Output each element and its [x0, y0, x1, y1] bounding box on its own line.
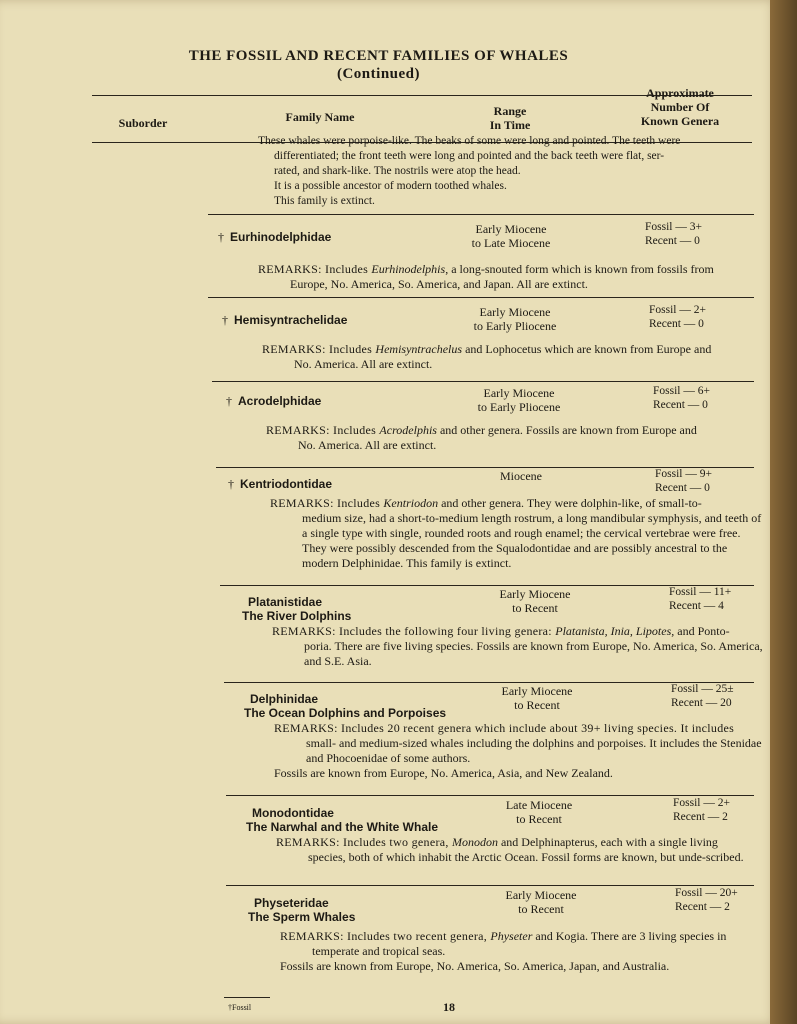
remarks-paragraph: [262, 342, 758, 372]
genera-count-cell: [673, 796, 763, 824]
header-genera-line-2: Number Of: [650, 100, 710, 114]
family-name: Physeteridae: [254, 896, 329, 910]
header-suborder: Suborder: [118, 116, 168, 130]
family-common-name: The Narwhal and the White Whale: [246, 820, 439, 834]
recent-count: Recent — 2: [673, 811, 728, 823]
remarks-continuation: species, both of which inhabit the Arctic Ocean. Fossil forms are known, but unde-scribed.: [308, 850, 744, 864]
range-cell: [446, 469, 596, 483]
remarks-rest: , a long-snouted form which is known from fossils from: [445, 262, 714, 276]
remarks-paragraph: [276, 835, 776, 865]
recent-count: Recent — 4: [669, 600, 724, 612]
recent-count: Recent — 0: [655, 482, 710, 494]
family-name-cell: [228, 477, 458, 491]
remarks-lead: REMARKS: Includes 20 recent genera which include about 39+ living species. It includes: [274, 721, 735, 735]
family-common-name: The Sperm Whales: [248, 910, 356, 924]
intro-line: rated, and shark-like. The nostrils were atop the head.: [274, 165, 521, 177]
family-name-cell: [242, 595, 472, 623]
remarks-paragraph: [272, 624, 766, 669]
range-line-2: to Recent: [514, 698, 560, 712]
range-line-2: to Early Pliocene: [473, 319, 557, 333]
fossil-dagger-icon: †: [228, 477, 234, 491]
fossil-count: Fossil — 6+: [653, 385, 710, 397]
remarks-tail: Fossils are known from Europe, No. America, Asia, and New Zealand.: [274, 766, 613, 780]
remarks-lead: REMARKS: Includes: [258, 262, 372, 276]
remarks-lead: REMARKS: Includes the following four living genera:: [272, 624, 556, 638]
intro-line: It is a possible ancestor of modern toothed whales.: [274, 180, 507, 192]
remarks-genus: Kentriodon: [383, 496, 439, 510]
family-name-cell: [246, 806, 476, 834]
remarks-continuation: temperate and tropical seas.: [312, 944, 446, 958]
range-cell: [440, 305, 590, 333]
footnote: †Fossil: [228, 1003, 252, 1012]
family-name-cell: [244, 692, 474, 720]
page-title: [0, 48, 797, 83]
family-name-cell: [248, 896, 478, 924]
remarks-rest: and other genera. Fossils are known from Europe and: [436, 423, 697, 437]
range-line-2: to Early Pliocene: [477, 400, 561, 414]
family-common-name: The River Dolphins: [242, 609, 352, 623]
genera-count-cell: [655, 467, 745, 495]
remarks-continuation: poria. There are five living species. Fossils are known from Europe, No. America, So. America, and S.E. Asia.: [304, 639, 763, 668]
range-cell: [444, 386, 594, 414]
remarks-tail: Fossils are known from Europe, No. America, So. America, Japan, and Australia.: [280, 959, 670, 973]
fossil-count: Fossil — 9+: [655, 468, 712, 480]
header-genera: [625, 86, 735, 128]
remarks-genus: Hemisyntrachelus: [375, 342, 463, 356]
remarks-paragraph: [266, 423, 758, 453]
fossil-count: Fossil — 2+: [649, 304, 706, 316]
range-line-1: Early Miocene: [505, 888, 577, 902]
genera-count-cell: [669, 585, 759, 613]
range-cell: [466, 888, 616, 916]
fossil-count: Fossil — 25±: [671, 683, 734, 695]
fossil-dagger-icon: †: [226, 394, 232, 408]
header-range: [470, 104, 550, 132]
remarks-lead: REMARKS: Includes: [270, 496, 384, 510]
remarks-continuation: small- and medium-sized whales including the dolphins and porpoises. It includes the Stenidae and Phocoenidae of some authors.: [306, 736, 762, 765]
title-line-1: THE FOSSIL AND RECENT FAMILIES OF WHALES: [188, 48, 569, 64]
range-line-2: to Recent: [512, 601, 558, 615]
range-line-1: Early Miocene: [475, 222, 547, 236]
fossil-count: Fossil — 2+: [673, 797, 730, 809]
family-name: Monodontidae: [252, 806, 334, 820]
recent-count: Recent — 2: [675, 901, 730, 913]
remarks-genus: Acrodelphis: [379, 423, 437, 437]
header-genera-line-3: Known Genera: [640, 114, 720, 128]
remarks-lead: REMARKS: Includes: [266, 423, 380, 437]
intro-line: This family is extinct.: [274, 195, 375, 207]
fossil-dagger-icon: †: [218, 230, 224, 244]
range-cell: [460, 587, 610, 615]
remarks-lead: REMARKS: Includes: [262, 342, 376, 356]
genera-count-cell: [671, 682, 761, 710]
recent-count: Recent — 20: [671, 697, 732, 709]
family-name: Hemisyntrachelidae: [234, 313, 348, 327]
range-line-2: to Recent: [516, 812, 562, 826]
range-cell: [436, 222, 586, 250]
remarks-continuation: No. America. All are extinct.: [294, 357, 433, 371]
range-line-2: to Recent: [518, 902, 564, 916]
genera-count-cell: [645, 220, 735, 248]
remarks-rest: and other genera. They were dolphin-like, of small-to-: [438, 496, 702, 510]
intro-line: differentiated; the front teeth were long and pointed and the back teeth were flat, ser-: [274, 150, 665, 162]
family-divider: [208, 297, 754, 298]
fossil-count: Fossil — 3+: [645, 221, 702, 233]
page-edge: [770, 0, 797, 1024]
genera-count-cell: [649, 303, 739, 331]
remarks-rest: and Delphinapterus, each with a single living: [497, 835, 718, 849]
family-divider: [208, 214, 754, 215]
genera-count-cell: [653, 384, 743, 412]
range-line-1: Early Miocene: [499, 587, 571, 601]
range-line-1: Miocene: [500, 469, 542, 483]
remarks-genus: Physeter: [490, 929, 533, 943]
fossil-count: Fossil — 11+: [669, 586, 732, 598]
remarks-continuation: medium size, had a short-to-medium length rostrum, a long mandibular symphysis, and teeth of a single type with single, rounded roots and rough enamel; the cervical vertebrae were free. They were possibly descended from the Squalodontidae and are possibly ancestral to the modern Delphinidae. This family is extinct.: [302, 511, 762, 570]
remarks-continuation: No. America. All are extinct.: [298, 438, 437, 452]
remarks-rest: and Kogia. There are 3 living species in: [532, 929, 727, 943]
intro-line: These whales were porpoise-like. The beaks of some were long and pointed. The teeth were: [258, 135, 681, 147]
remarks-genus: Eurhinodelphis: [371, 262, 446, 276]
range-line-2: to Late Miocene: [471, 236, 551, 250]
family-divider: [212, 381, 754, 382]
header-genera-line-1: Approximate: [646, 86, 714, 100]
title-line-2: (Continued): [336, 66, 420, 82]
remarks-paragraph: [270, 496, 764, 571]
intro-paragraph: [258, 134, 758, 209]
family-name-cell: [222, 313, 452, 327]
family-name-cell: [218, 230, 448, 244]
range-cell: [462, 684, 612, 712]
genera-count-cell: [675, 886, 765, 914]
family-name: Platanistidae: [248, 595, 323, 609]
remarks-genus: Platanista, Inia, Lipotes,: [555, 624, 675, 638]
remarks-lead: REMARKS: Includes two recent genera,: [280, 929, 491, 943]
fossil-count: Fossil — 20+: [675, 887, 738, 899]
family-name: Delphinidae: [250, 692, 319, 706]
family-name: Eurhinodelphidae: [230, 230, 332, 244]
family-common-name: The Ocean Dolphins and Porpoises: [244, 706, 447, 720]
remarks-paragraph: [280, 929, 780, 974]
remarks-lead: REMARKS: Includes two genera,: [276, 835, 452, 849]
header-range-line-2: In Time: [489, 118, 531, 132]
header-range-line-1: Range: [493, 104, 527, 118]
remarks-genus: Monodon: [451, 835, 498, 849]
range-line-1: Early Miocene: [479, 305, 551, 319]
fossil-dagger-icon: †: [222, 313, 228, 327]
header-family-name: Family Name: [285, 110, 355, 124]
range-line-1: Early Miocene: [501, 684, 573, 698]
remarks-rest: and Ponto-: [674, 624, 730, 638]
remarks-continuation: Europe, No. America, So. America, and Japan. All are extinct.: [290, 277, 588, 291]
remarks-paragraph: [258, 262, 758, 292]
range-line-1: Early Miocene: [483, 386, 555, 400]
recent-count: Recent — 0: [653, 399, 708, 411]
range-cell: [464, 798, 614, 826]
recent-count: Recent — 0: [645, 235, 700, 247]
family-name-cell: [226, 394, 456, 408]
recent-count: Recent — 0: [649, 318, 704, 330]
footnote-rule: [224, 997, 270, 998]
family-name: Kentriodontidae: [240, 477, 332, 491]
range-line-1: Late Miocene: [505, 798, 573, 812]
page-number: 18: [443, 1000, 455, 1014]
family-name: Acrodelphidae: [238, 394, 322, 408]
remarks-rest: and Lophocetus which are known from Europe and: [462, 342, 712, 356]
remarks-paragraph: [274, 721, 772, 781]
